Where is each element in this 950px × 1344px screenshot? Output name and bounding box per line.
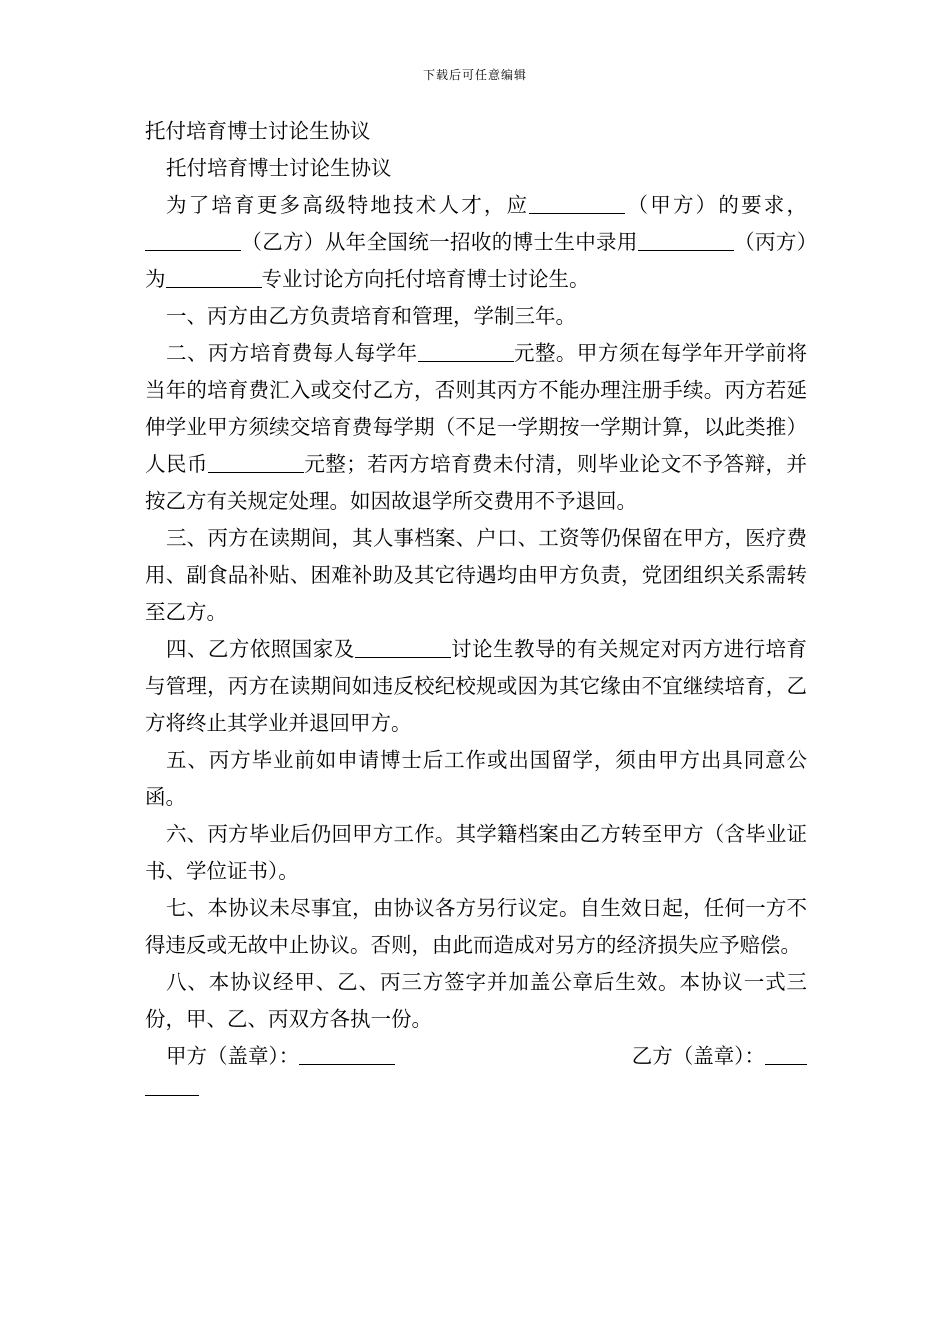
- signature-blank-b[interactable]: [765, 1044, 807, 1065]
- signature-blank-b-continued[interactable]: [145, 1075, 199, 1096]
- blank-regulations[interactable]: [355, 637, 451, 658]
- blank-annual-fee[interactable]: [418, 341, 514, 362]
- document-body: [145, 113, 807, 1096]
- blank-semester-fee[interactable]: [208, 452, 304, 473]
- signature-party-b: [632, 1038, 807, 1075]
- clause-7: 七、本协议未尽事宜，由协议各方另行议定。自生效日起，任何一方不得违反或无故中止协议。否则，由此而造成对另方的经济损失应予赔偿。: [145, 896, 807, 957]
- blank-party-c[interactable]: [638, 230, 734, 251]
- blank-major[interactable]: [166, 267, 262, 288]
- document-subtitle: 托付培育博士讨论生协议: [166, 156, 392, 180]
- intro-paragraph: 为了培育更多高级特地技术人才，应 （甲方）的要求，（乙方）从年全国统一招收的博士生中录用 （丙方）为 专业讨论方向托付培育博士讨论生。: [145, 193, 808, 291]
- signature-party-a: [166, 1038, 395, 1075]
- header-note: 下载后可任意编辑: [422, 68, 527, 82]
- clause-6: 六、丙方毕业后仍回甲方工作。其学籍档案由乙方转至甲方（含毕业证书、学位证书）。: [145, 822, 807, 883]
- signature-row: [145, 1038, 807, 1075]
- clause-3: 三、丙方在读期间，其人事档案、户口、工资等仍保留在甲方，医疗费用、副食品补贴、困难补助及其它待遇均由甲方负责，党团组织关系需转至乙方。: [145, 526, 807, 624]
- clause-4: 四、乙方依照国家及 讨论生教导的有关规定对丙方进行培育与管理，丙方在读期间如违反校纪校规或因为其它缘由不宜继续培育，乙方将终止其学业并退回甲方。: [145, 637, 808, 735]
- clause-5: 五、丙方毕业前如申请博士后工作或出国留学，须由甲方出具同意公函。: [145, 748, 807, 809]
- document-title: 托付培育博士讨论生协议: [145, 119, 371, 143]
- clause-8: 八、本协议经甲、乙、丙三方签字并加盖公章后生效。本协议一式三份，甲、乙、丙双方各执一份。: [145, 970, 807, 1031]
- blank-party-b[interactable]: [145, 230, 241, 251]
- clause-2: 二、丙方培育费每人每学年 元整。甲方须在每学年开学前将当年的培育费汇入或交付乙方，否则其丙方不能办理注册手续。丙方若延伸学业甲方须续交培育费每学期（不足一学期按一学期计算，以此类推）人民币 元整；若丙方培育费未付清，则毕业论文不予答辩，并按乙方有关规定处理。如因故退学所交费用不予退回。: [145, 341, 808, 513]
- signature-blank-a[interactable]: [299, 1044, 395, 1065]
- signature-label-b: 乙方（盖章）：: [631, 1044, 765, 1068]
- clause-1: 一、丙方由乙方负责培育和管理，学制三年。: [166, 304, 576, 328]
- blank-party-a[interactable]: [529, 193, 625, 214]
- signature-label-a: 甲方（盖章）：: [166, 1044, 300, 1068]
